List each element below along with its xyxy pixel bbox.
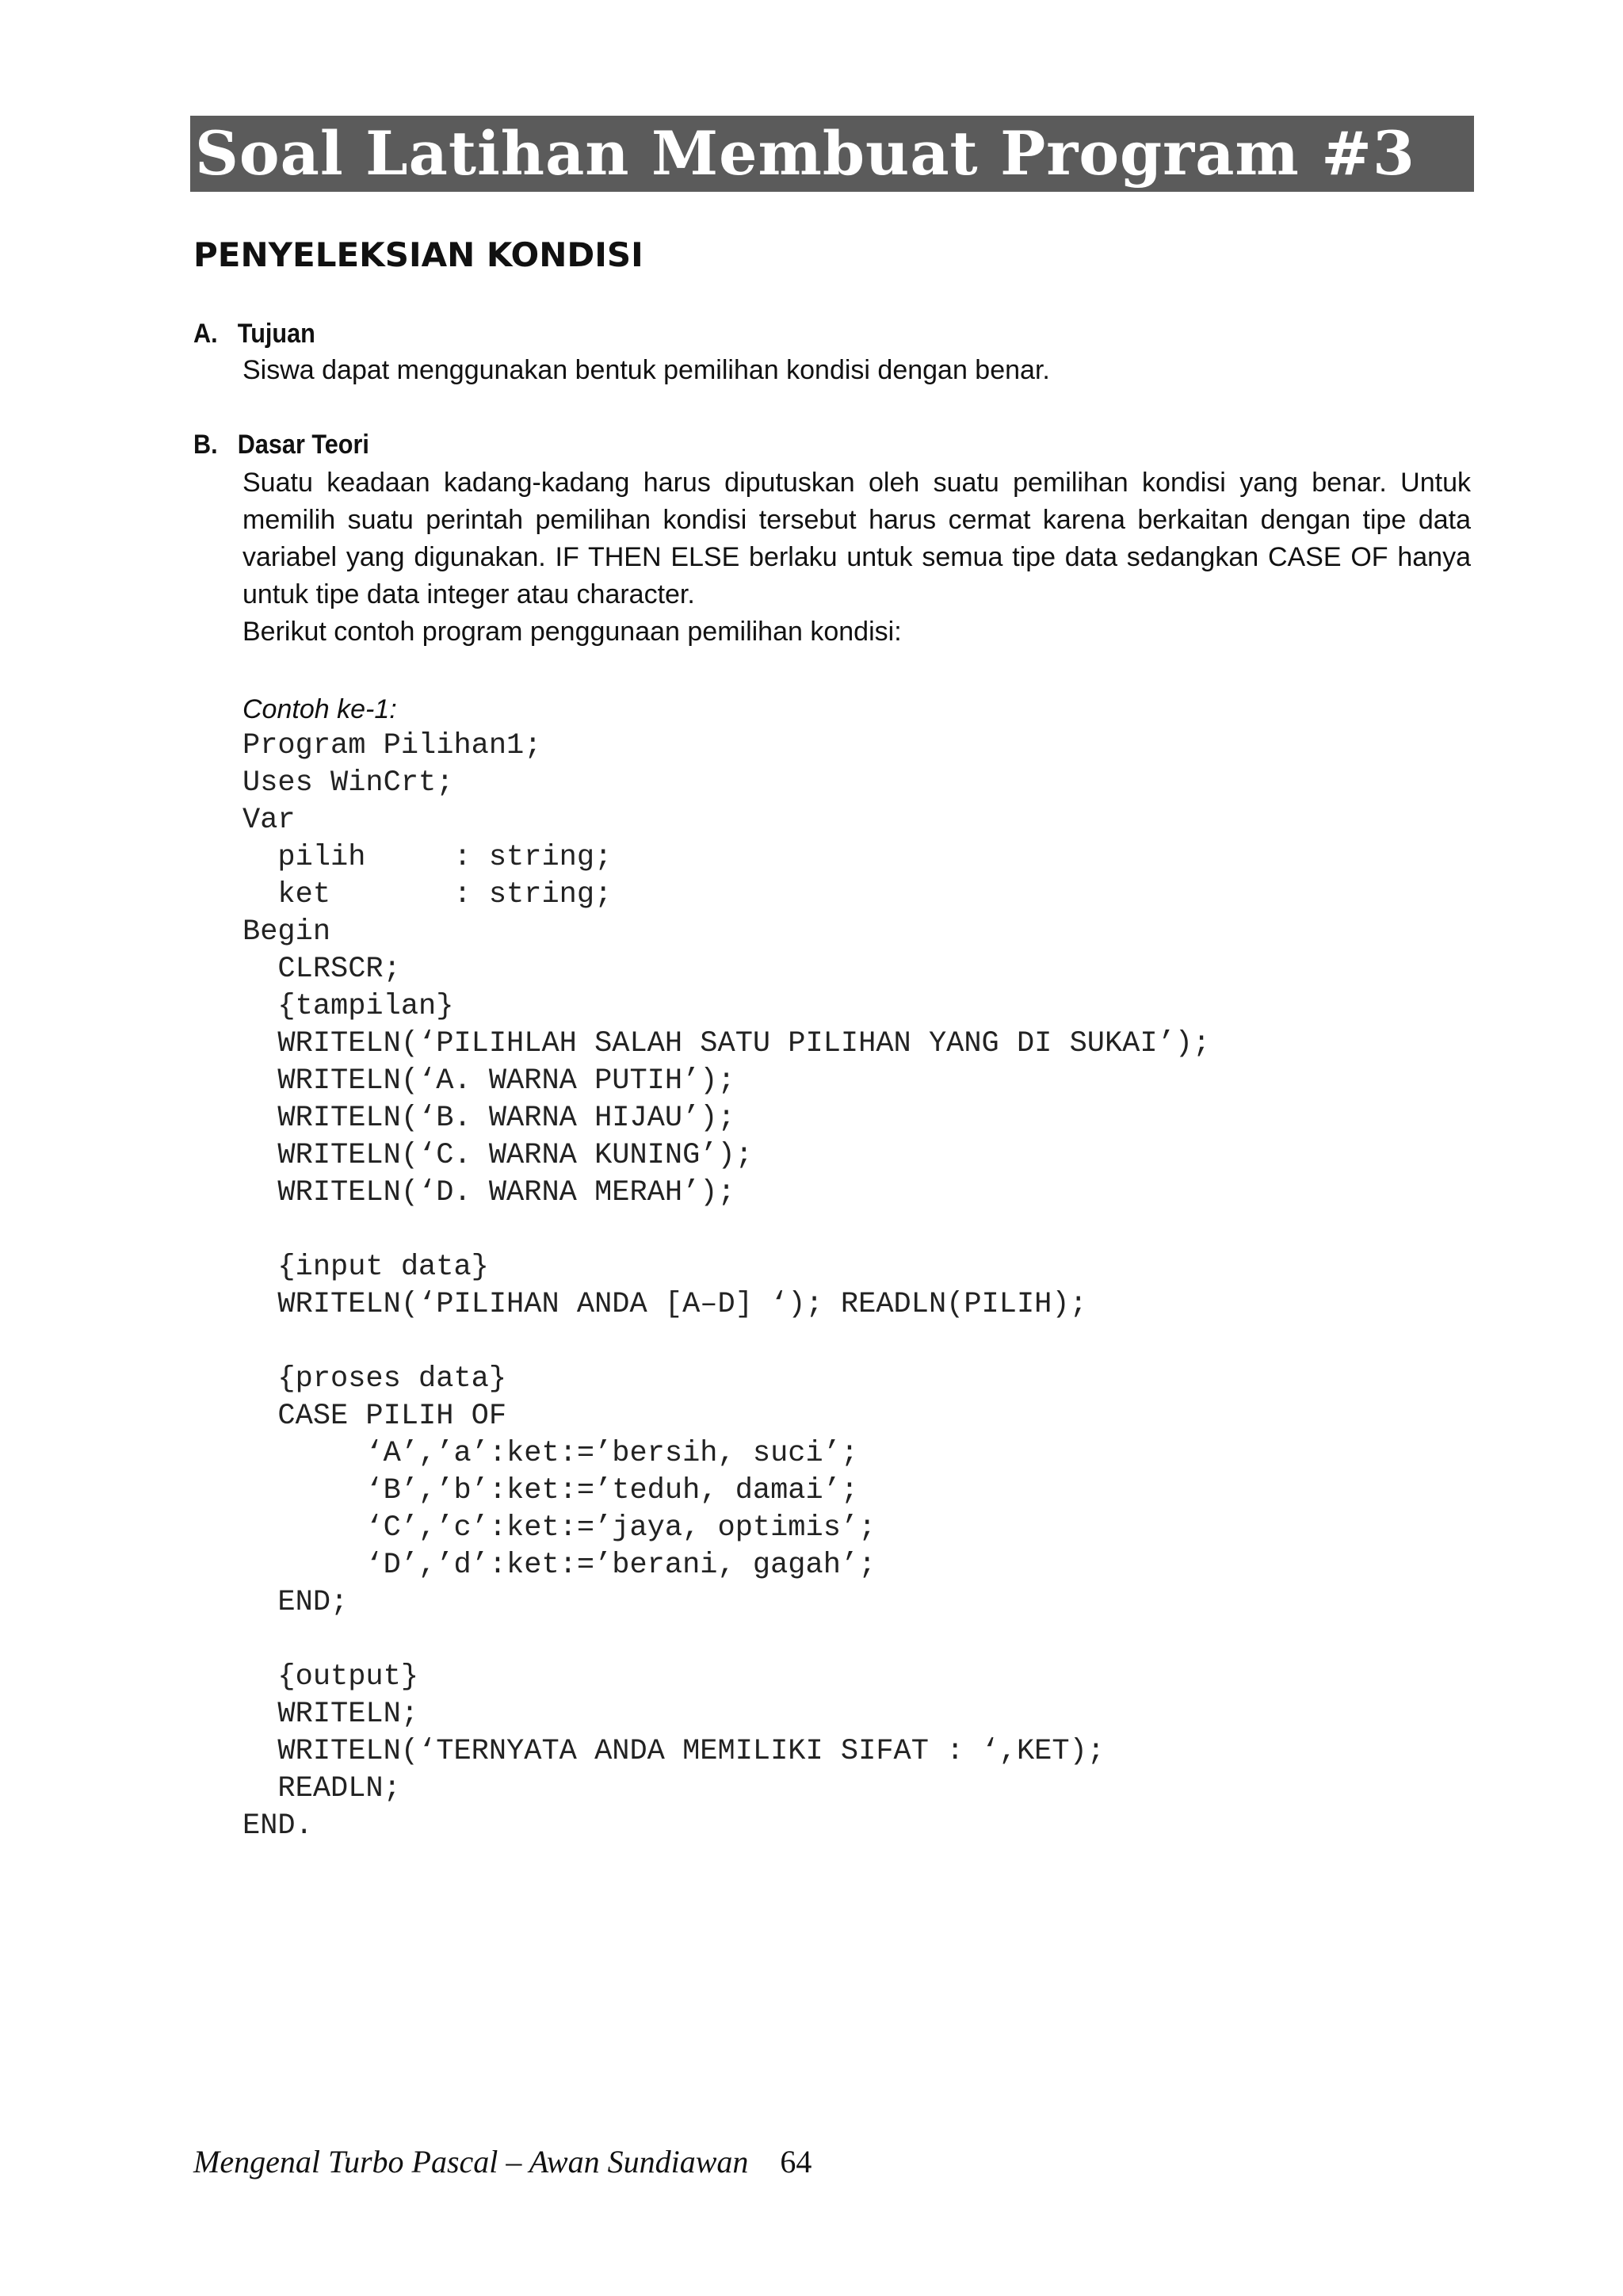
paragraph-line: memilih suatu perintah pemilihan kondisi tersebut harus cermat karena berkaitan dengan tipe data bbox=[242, 505, 1471, 535]
code-line: ‘C’,’c’:ket:=’jaya, optimis’; bbox=[242, 1511, 876, 1545]
code-line: WRITELN(‘B. WARNA HIJAU’); bbox=[242, 1102, 735, 1135]
code-line: ‘D’,’d’:ket:=’berani, gagah’; bbox=[242, 1549, 876, 1582]
code-line: END; bbox=[242, 1586, 349, 1619]
code-line: END. bbox=[242, 1809, 313, 1843]
code-line: Uses WinCrt; bbox=[242, 766, 454, 800]
dasar-teori-heading-label: Dasar Teori bbox=[237, 430, 369, 460]
paragraph-line: variabel yang digunakan. IF THEN ELSE berlaku untuk semua tipe data sedangkan CASE OF hanya bbox=[242, 542, 1471, 572]
code-line bbox=[242, 1324, 1210, 1361]
code-line: WRITELN(‘D. WARNA MERAH’); bbox=[242, 1176, 735, 1209]
code-line: CLRSCR; bbox=[242, 953, 401, 986]
code-line: ‘A’,’a’:ket:=’bersih, suci’; bbox=[242, 1437, 859, 1470]
dasar-teori-letter: B. bbox=[193, 430, 218, 460]
code-line: WRITELN; bbox=[242, 1698, 419, 1731]
code-line: Program Pilihan1; bbox=[242, 729, 542, 762]
code-line: ket : string; bbox=[242, 878, 613, 911]
paragraph-line: untuk tipe data integer atau character. bbox=[242, 579, 695, 609]
code-line: WRITELN(‘A. WARNA PUTIH’); bbox=[242, 1064, 735, 1098]
page-number: 64 bbox=[780, 2144, 812, 2179]
code-listing bbox=[242, 728, 1210, 1845]
section-heading: PENYELEKSIAN KONDISI bbox=[193, 235, 643, 274]
code-line: Begin bbox=[242, 915, 331, 949]
footer-book-title: Mengenal Turbo Pascal – Awan Sundiawan bbox=[193, 2144, 749, 2179]
code-line: pilih : string; bbox=[242, 841, 613, 874]
tujuan-letter: A. bbox=[193, 319, 218, 349]
code-line: WRITELN(‘TERNYATA ANDA MEMILIKI SIFAT : ‘,KET); bbox=[242, 1735, 1105, 1768]
code-line: WRITELN(‘PILIHAN ANDA [A–D] ‘); READLN(PILIH); bbox=[242, 1288, 1087, 1321]
code-line: Var bbox=[242, 804, 296, 837]
code-line: ‘B’,’b’:ket:=’teduh, damai’; bbox=[242, 1474, 859, 1507]
code-line: {output} bbox=[242, 1660, 419, 1694]
tujuan-heading bbox=[193, 315, 315, 352]
code-line: CASE PILIH OF bbox=[242, 1400, 507, 1433]
code-line: {input data} bbox=[242, 1251, 489, 1284]
code-line: WRITELN(‘C. WARNA KUNING’); bbox=[242, 1139, 753, 1172]
page-title: Soal Latihan Membuat Program #3 bbox=[190, 116, 1474, 192]
example-label: Contoh ke-1: bbox=[242, 694, 397, 724]
code-line: {proses data} bbox=[242, 1362, 507, 1396]
dasar-teori-paragraph bbox=[242, 464, 1471, 613]
code-line bbox=[242, 1622, 1210, 1659]
code-line: READLN; bbox=[242, 1772, 401, 1805]
tujuan-heading-label: Tujuan bbox=[237, 319, 315, 349]
code-line bbox=[242, 1212, 1210, 1249]
code-line: WRITELN(‘PILIHLAH SALAH SATU PILIHAN YANG DI SUKAI’); bbox=[242, 1027, 1211, 1060]
dasar-teori-heading bbox=[193, 426, 369, 463]
tujuan-text: Siswa dapat menggunakan bentuk pemilihan kondisi dengan benar. bbox=[242, 355, 1050, 385]
page-footer bbox=[193, 2140, 812, 2184]
paragraph-line: Suatu keadaan kadang-kadang harus diputuskan oleh suatu pemilihan kondisi yang benar. Untuk bbox=[242, 468, 1471, 498]
code-line: {tampilan} bbox=[242, 990, 454, 1023]
dasar-teori-intro: Berikut contoh program penggunaan pemilihan kondisi: bbox=[242, 617, 902, 647]
